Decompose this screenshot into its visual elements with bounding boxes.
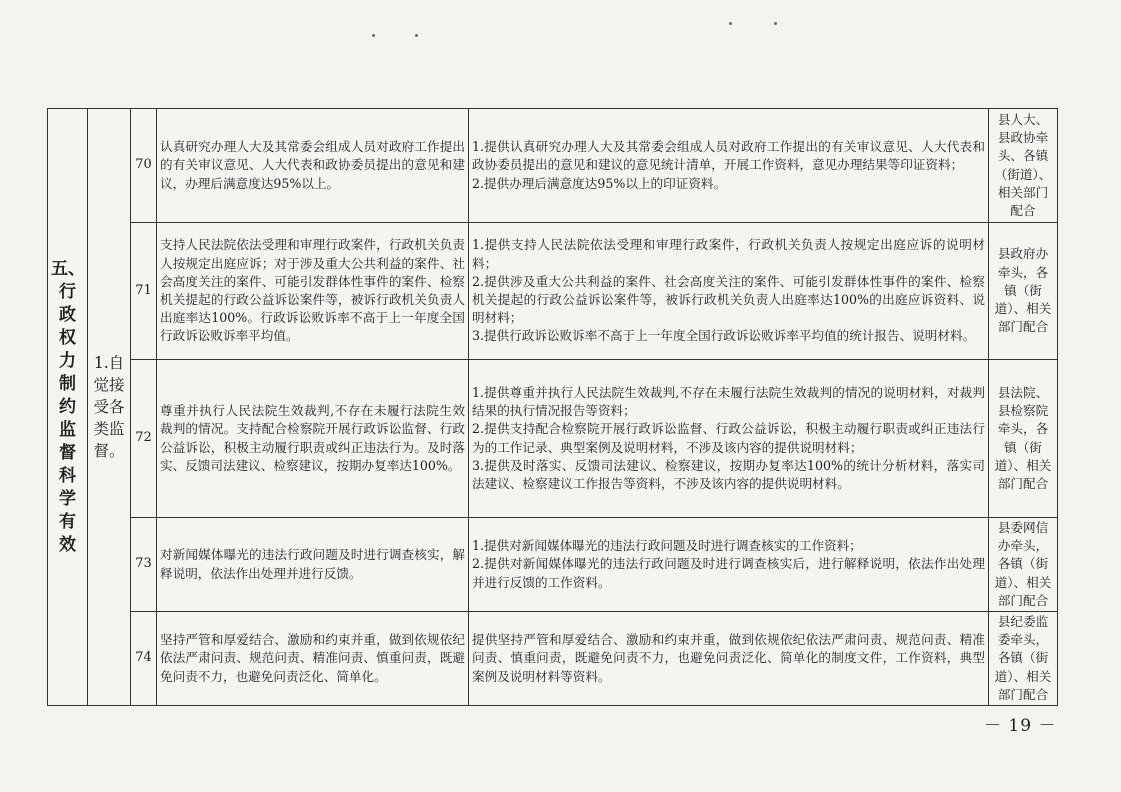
materials-cell (469, 360, 989, 518)
material-item: 3.提供行政诉讼败诉率不高于上一年度全国行政诉讼败诉率平均值的统计报告、说明材料。 (472, 328, 976, 344)
row-number: 73 (131, 518, 157, 612)
materials-cell (469, 109, 989, 223)
material-item: 提供坚持严管和厚爱结合、激励和约束并重，做到依规依纪依法严肃问责、规范问责、精准问责、慎重问责，既避免问责不力，也避免问责泛化、简单化的制度文件，工作资料，典型案例及说明材料等资料。 (472, 632, 985, 684)
requirement-cell: 支持人民法院依法受理和审理行政案件，行政机关负责人按规定出庭应诉；对于涉及重大公共利益的案件、社会高度关注的案件、可能引发群体性事件的案件、检察机关提起的行政公益诉讼案件等，被诉行政机关负责人出庭率达100%。行政诉讼败诉率不高于上一年度全国行政诉讼败诉率平均值。 (157, 223, 469, 360)
requirement-cell: 对新闻媒体曝光的违法行政问题及时进行调查核实，解释说明，依法作出处理并进行反馈。 (157, 518, 469, 612)
material-item: 2.提供涉及重大公共利益的案件、社会高度关注的案件、可能引发群体性事件的案件、检察机关提起的行政公益诉讼案件等，被诉行政机关负责人出庭率达100%的出庭应诉资料、说明材料； (472, 273, 985, 326)
material-item: 1.提供对新闻媒体曝光的违法行政问题及时进行调查核实的工作资料； (472, 538, 862, 554)
row-number: 71 (131, 223, 157, 360)
table-row (48, 518, 1058, 612)
responsible-cell: 县政府办牵头，各镇（街道）、相关部门配合 (989, 223, 1058, 360)
scan-speck (774, 22, 777, 25)
material-item: 1.提供认真研究办理人大及其常委会组成人员对政府工作提出的有关审议意见、人大代表和政协委员提出的意见和建议的意见统计清单，开展工作资料，意见办理结果等印证资料； (472, 139, 985, 173)
requirement-cell: 坚持严管和厚爱结合、激励和约束并重，做到依规依纪依法严肃问责、规范问责、精准问责、慎重问责，既避免问责不力，也避免问责泛化、简单化。 (157, 612, 469, 706)
row-number: 70 (131, 109, 157, 223)
category-cell: 五、行政权力制约监督科学有效 (48, 109, 88, 706)
material-item: 1.提供尊重并执行人民法院生效裁判,不存在未履行法院生效裁判的情况的说明材料，对裁判结果的执行情况报告等资料； (472, 384, 985, 419)
requirement-cell: 认真研究办理人大及其常委会组成人员对政府工作提出的有关审议意见、人大代表和政协委员提出的意见和建议，办理后满意度达95%以上。 (157, 109, 469, 223)
responsible-cell: 县人大、县政协牵头、各镇（街道）、相关部门配合 (989, 109, 1058, 223)
materials-cell (469, 518, 989, 612)
table-row (48, 612, 1058, 706)
responsible-cell: 县纪委监委牵头，各镇（街道）、相关部门配合 (989, 612, 1058, 706)
responsible-cell: 县法院、县检察院牵头，各镇（街道）、相关部门配合 (989, 360, 1058, 518)
requirement-cell: 尊重并执行人民法院生效裁判,不存在未履行法院生效裁判的情况。支持配合检察院开展行政诉讼监督、行政公益诉讼，积极主动履行职责或纠正违法行为。及时落实、反馈司法建议、检察建议，按期办复率达100%。 (157, 360, 469, 518)
table-row (48, 109, 1058, 223)
material-item: 2.提供对新闻媒体曝光的违法行政问题及时进行调查核实后，进行解释说明，依法作出处理并进行反馈的工作资料。 (472, 556, 985, 590)
material-item: 3.提供及时落实、反馈司法建议、检察建议，按期办复率达100%的统计分析材料，落实司法建议、检察建议工作报告等资料，不涉及该内容的提供说明材料。 (472, 457, 985, 491)
table-row (48, 223, 1058, 360)
table-row (48, 360, 1058, 518)
subcategory-cell: 1.自觉接受各类监督。 (88, 109, 131, 706)
materials-cell (469, 612, 989, 706)
responsible-cell: 县委网信办牵头，各镇（街道）、相关部门配合 (989, 518, 1058, 612)
material-item: 2.提供办理后满意度达95%以上的印证资料。 (472, 175, 727, 191)
scan-speck (372, 34, 375, 37)
row-number: 74 (131, 612, 157, 706)
material-item: 2.提供支持配合检察院开展行政诉讼监督、行政公益诉讼，积极主动履行职责或纠正违法行为的工作记录、典型案例及说明材料，不涉及该内容的提供说明材料； (472, 421, 985, 455)
scan-speck (729, 22, 732, 25)
page-number: － 19 － (984, 716, 1057, 736)
materials-cell (469, 223, 989, 360)
supervision-table (47, 108, 1058, 706)
material-item: 1.提供支持人民法院依法受理和审理行政案件，行政机关负责人按规定出庭应诉的说明材料； (472, 237, 985, 271)
row-number: 72 (131, 360, 157, 518)
scan-speck (415, 34, 418, 37)
